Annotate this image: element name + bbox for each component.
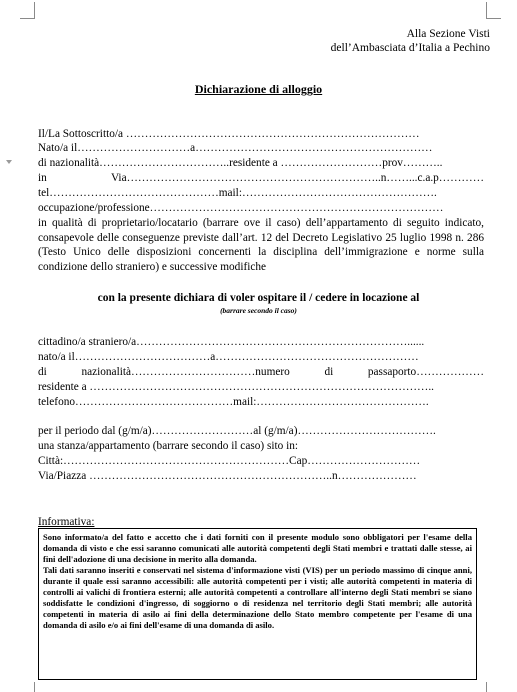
- accommodation-city-field[interactable]: Città:……………………………………………………Cap…………………………: [38, 455, 421, 467]
- declarant-occupation-field[interactable]: occupazione/professione……………………………………………………………………: [38, 202, 444, 214]
- declarant-nationality-field[interactable]: di nazionalità……………………………..residente a ………………………prov………..: [38, 157, 443, 169]
- declaration-note: (barrare secondo il caso): [220, 306, 297, 315]
- declaration-statement: con la presente dichiara di voler ospitare il / cedere in locazione al: [97, 292, 420, 304]
- corner-mark-bottom-right-v: [486, 682, 487, 692]
- declarant-quality-paragraph: in qualità di proprietario/locatario (barrare ove il caso) dell’appartamento di seguito indicato, consapevole delle conseguenze previste dall’art. 12 del Decreto Legislativo 25 luglio 1998 n. 286 (Testo Unico delle disposizioni concernenti la disciplina dell’immigrazione e norme sulla condizione dello straniero) e successive modifiche: [38, 217, 484, 273]
- recipient-line-1: Alla Sezione Visti: [406, 28, 490, 40]
- recipient-line-2: dell’Ambasciata d’Italia a Pechino: [330, 41, 490, 54]
- corner-mark-top-left-v: [34, 2, 35, 18]
- declarant-address-field[interactable]: in Via…………………………………………………………..n……...c.a.p…………: [38, 172, 484, 184]
- guest-contact-field[interactable]: telefono……………………………………mail:……………………………………….: [38, 396, 429, 408]
- declarant-contact-field[interactable]: tel………………………………………mail:…………………………………………….: [38, 187, 437, 199]
- informativa-paragraph-2: Tali dati saranno inseriti e conservati nel sistema d'informazione visti (VIS) per un periodo massimo di cinque anni, durante il quale essi saranno accessibili: alle autorità competenti per i visti; alle autorità competenti in materia di controlli ai valichi di frontiera esterni; alle autorità competenti a controllare all'interno degli Stati membri se siano soddisfatte le condizioni d'ingresso, di soggiorno o di residenza nel territorio degli Stati membri; alle autorità competenti in materia di asilo ai fini della determinazione dello Stato membro competente per l'esame di una domanda di asilo e/o ai fini dell'esame di una domanda di asilo.: [43, 565, 472, 630]
- declarant-birth-field[interactable]: Nato/a il…………………………a………………………………………………………: [38, 142, 433, 154]
- guest-residence-field[interactable]: residente a ………………………………………………………………………………..: [38, 381, 434, 393]
- stay-period-field[interactable]: per il periodo dal (g/m/a)………………………al (g/m/a)……………………………….: [38, 425, 436, 437]
- informativa-paragraph-1: Sono informato/a del fatto e accetto che i dati forniti con il presente modulo sono obbligatori per l'esame della domanda di visto e che essi saranno comunicati alle autorità competenti degli Stati membri e trattati dalle stesse, ai fini dell'adozione di una decisione in merito alla domanda.: [43, 532, 472, 564]
- corner-mark-top-right-h: [486, 18, 501, 19]
- guest-name-field[interactable]: cittadino/a straniero/a………………………………………………………………......: [38, 336, 425, 348]
- accommodation-street-field[interactable]: Via/Piazza ………………………………………………………..n…………………: [38, 470, 417, 482]
- guest-nationality-passport-field[interactable]: di nazionalità……………………………numero di passaporto………………: [38, 366, 484, 378]
- document-title: Dichiarazione di alloggio: [194, 82, 323, 96]
- guest-birth-field[interactable]: nato/a il………………………………a………………………………………………: [38, 351, 419, 363]
- recipient-address: [331, 28, 490, 55]
- corner-mark-top-left-h: [20, 18, 35, 19]
- declarant-name-field[interactable]: Il/La Sottoscritto/a ……………………………………………………………………: [38, 128, 420, 140]
- informativa-label: Informativa:: [38, 516, 95, 528]
- accommodation-type-line: una stanza/appartamento (barrare secondo il caso) sito in:: [38, 440, 299, 452]
- corner-mark-top-right-v: [486, 2, 487, 18]
- corner-mark-bottom-left-v: [34, 682, 35, 692]
- ruler-indent-marker-icon: [6, 160, 12, 164]
- informativa-box: [38, 528, 477, 680]
